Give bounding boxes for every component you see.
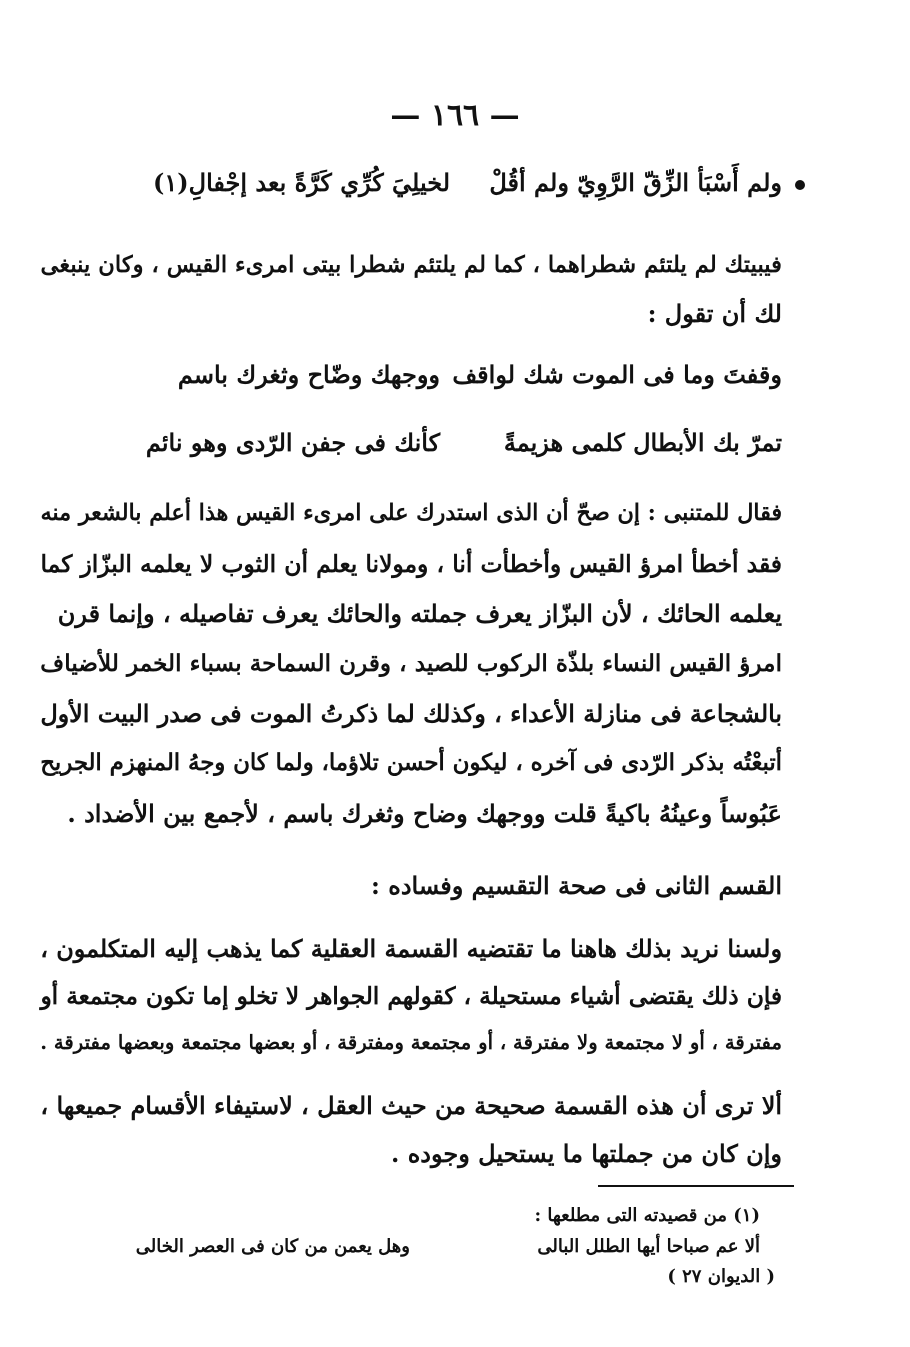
para4-line-2: وإن كان من جملتها ما يستحيل وجوده . [391, 1139, 782, 1168]
para1-line-1: فيبيتك لم يلتئم شطراهما ، كما لم يلتئم شطرا بيتى امرىء القيس ، وكان ينبغى [40, 252, 782, 278]
page-number: — ١٦٦ — [390, 98, 520, 133]
footnote-verse-left: وهل يعمن من كان فى العصر الخالى [135, 1236, 410, 1257]
verse1-left-hemistich: لخيلِيَ كُرِّي كَرَّةً بعد إجْفالِ(١) [153, 168, 450, 197]
footnote-source: ( الديوان ٢٧ ) [667, 1266, 775, 1287]
footnote-line-1: (١) من قصيدته التى مطلعها : [534, 1205, 760, 1226]
para2-line-3: يعلمه الحائك ، لأن البزّاز يعرف جملته والحائك يعرف تفاصيله ، وإنما قرن [57, 599, 782, 628]
para2-line-4: امرؤ القيس النساء بلذّة الركوب للصيد ، وقرن السماحة بسباء الخمر للأضياف [40, 650, 782, 677]
para2-line-7: عَبُوساً وعينُهُ باكيةً قلت ووجهك وضاح وثغرك باسم ، لأجمع بين الأضداد . [67, 799, 782, 828]
para2-line-2: فقد أخطأ امرؤ القيس وأخطأت أنا ، ومولانا يعلم أن الثوب لا يعلمه البزّاز كما [40, 550, 782, 578]
para4-line-1: ألا ترى أن هذه القسمة صحيحة من حيث العقل ، لاستيفاء الأقسام جميعها ، [40, 1092, 782, 1120]
verse3-left-hemistich: كأنك فى جفن الرّدى وهو نائم [145, 428, 440, 457]
verse2-left-hemistich: ووجهك وضّاح وثغرك باسم [177, 360, 440, 389]
verse2-right-hemistich: وقفتَ وما فى الموت شك لواقف [452, 360, 782, 389]
para2-line-5: بالشجاعة فى منازلة الأعداء ، وكذلك لما ذكرتُ الموت فى صدر البيت الأول [40, 700, 782, 728]
footnote-verse-right: ألا عم صباحا أيها الطلل البالى [537, 1236, 760, 1257]
section-heading: القسم الثانى فى صحة التقسيم وفساده : [371, 871, 782, 900]
para2-line-6: أتبعْتُه بذكر الرّدى فى آخره ، ليكون أحسن تلاؤما، ولما كان وجهُ المنهزم الجريح [40, 750, 782, 776]
para3-line-1: ولسنا نريد بذلك هاهنا ما تقتضيه القسمة العقلية كما يذهب إليه المتكلمون ، [40, 935, 782, 963]
para3-line-2: فإن ذلك يقتضى أشياء مستحيلة ، كقولهم الجواهر لا تخلو إما تكون مجتمعة أو [40, 983, 782, 1010]
para2-line-1: فقال للمتنبى : إن صحّ أن الذى استدرك على امرىء القيس هذا أعلم بالشعر منه [40, 500, 782, 526]
footnote-separator [598, 1185, 794, 1187]
para3-line-3: مفترقة ، أو لا مجتمعة ولا مفترقة ، أو مجتمعة ومفترقة ، أو بعضها مجتمعة وبعضها مفترقة . [40, 1031, 782, 1054]
verse3-right-hemistich: تمرّ بك الأبطال كلمى هزيمةً [503, 428, 782, 457]
para1-line-2: لك أن تقول : [647, 299, 782, 328]
bullet-marker [795, 180, 805, 190]
verse1-right-hemistich: ولم أَسْبَأ الزِّقّ الرَّوِيّ ولم أقُلْ [489, 168, 782, 197]
